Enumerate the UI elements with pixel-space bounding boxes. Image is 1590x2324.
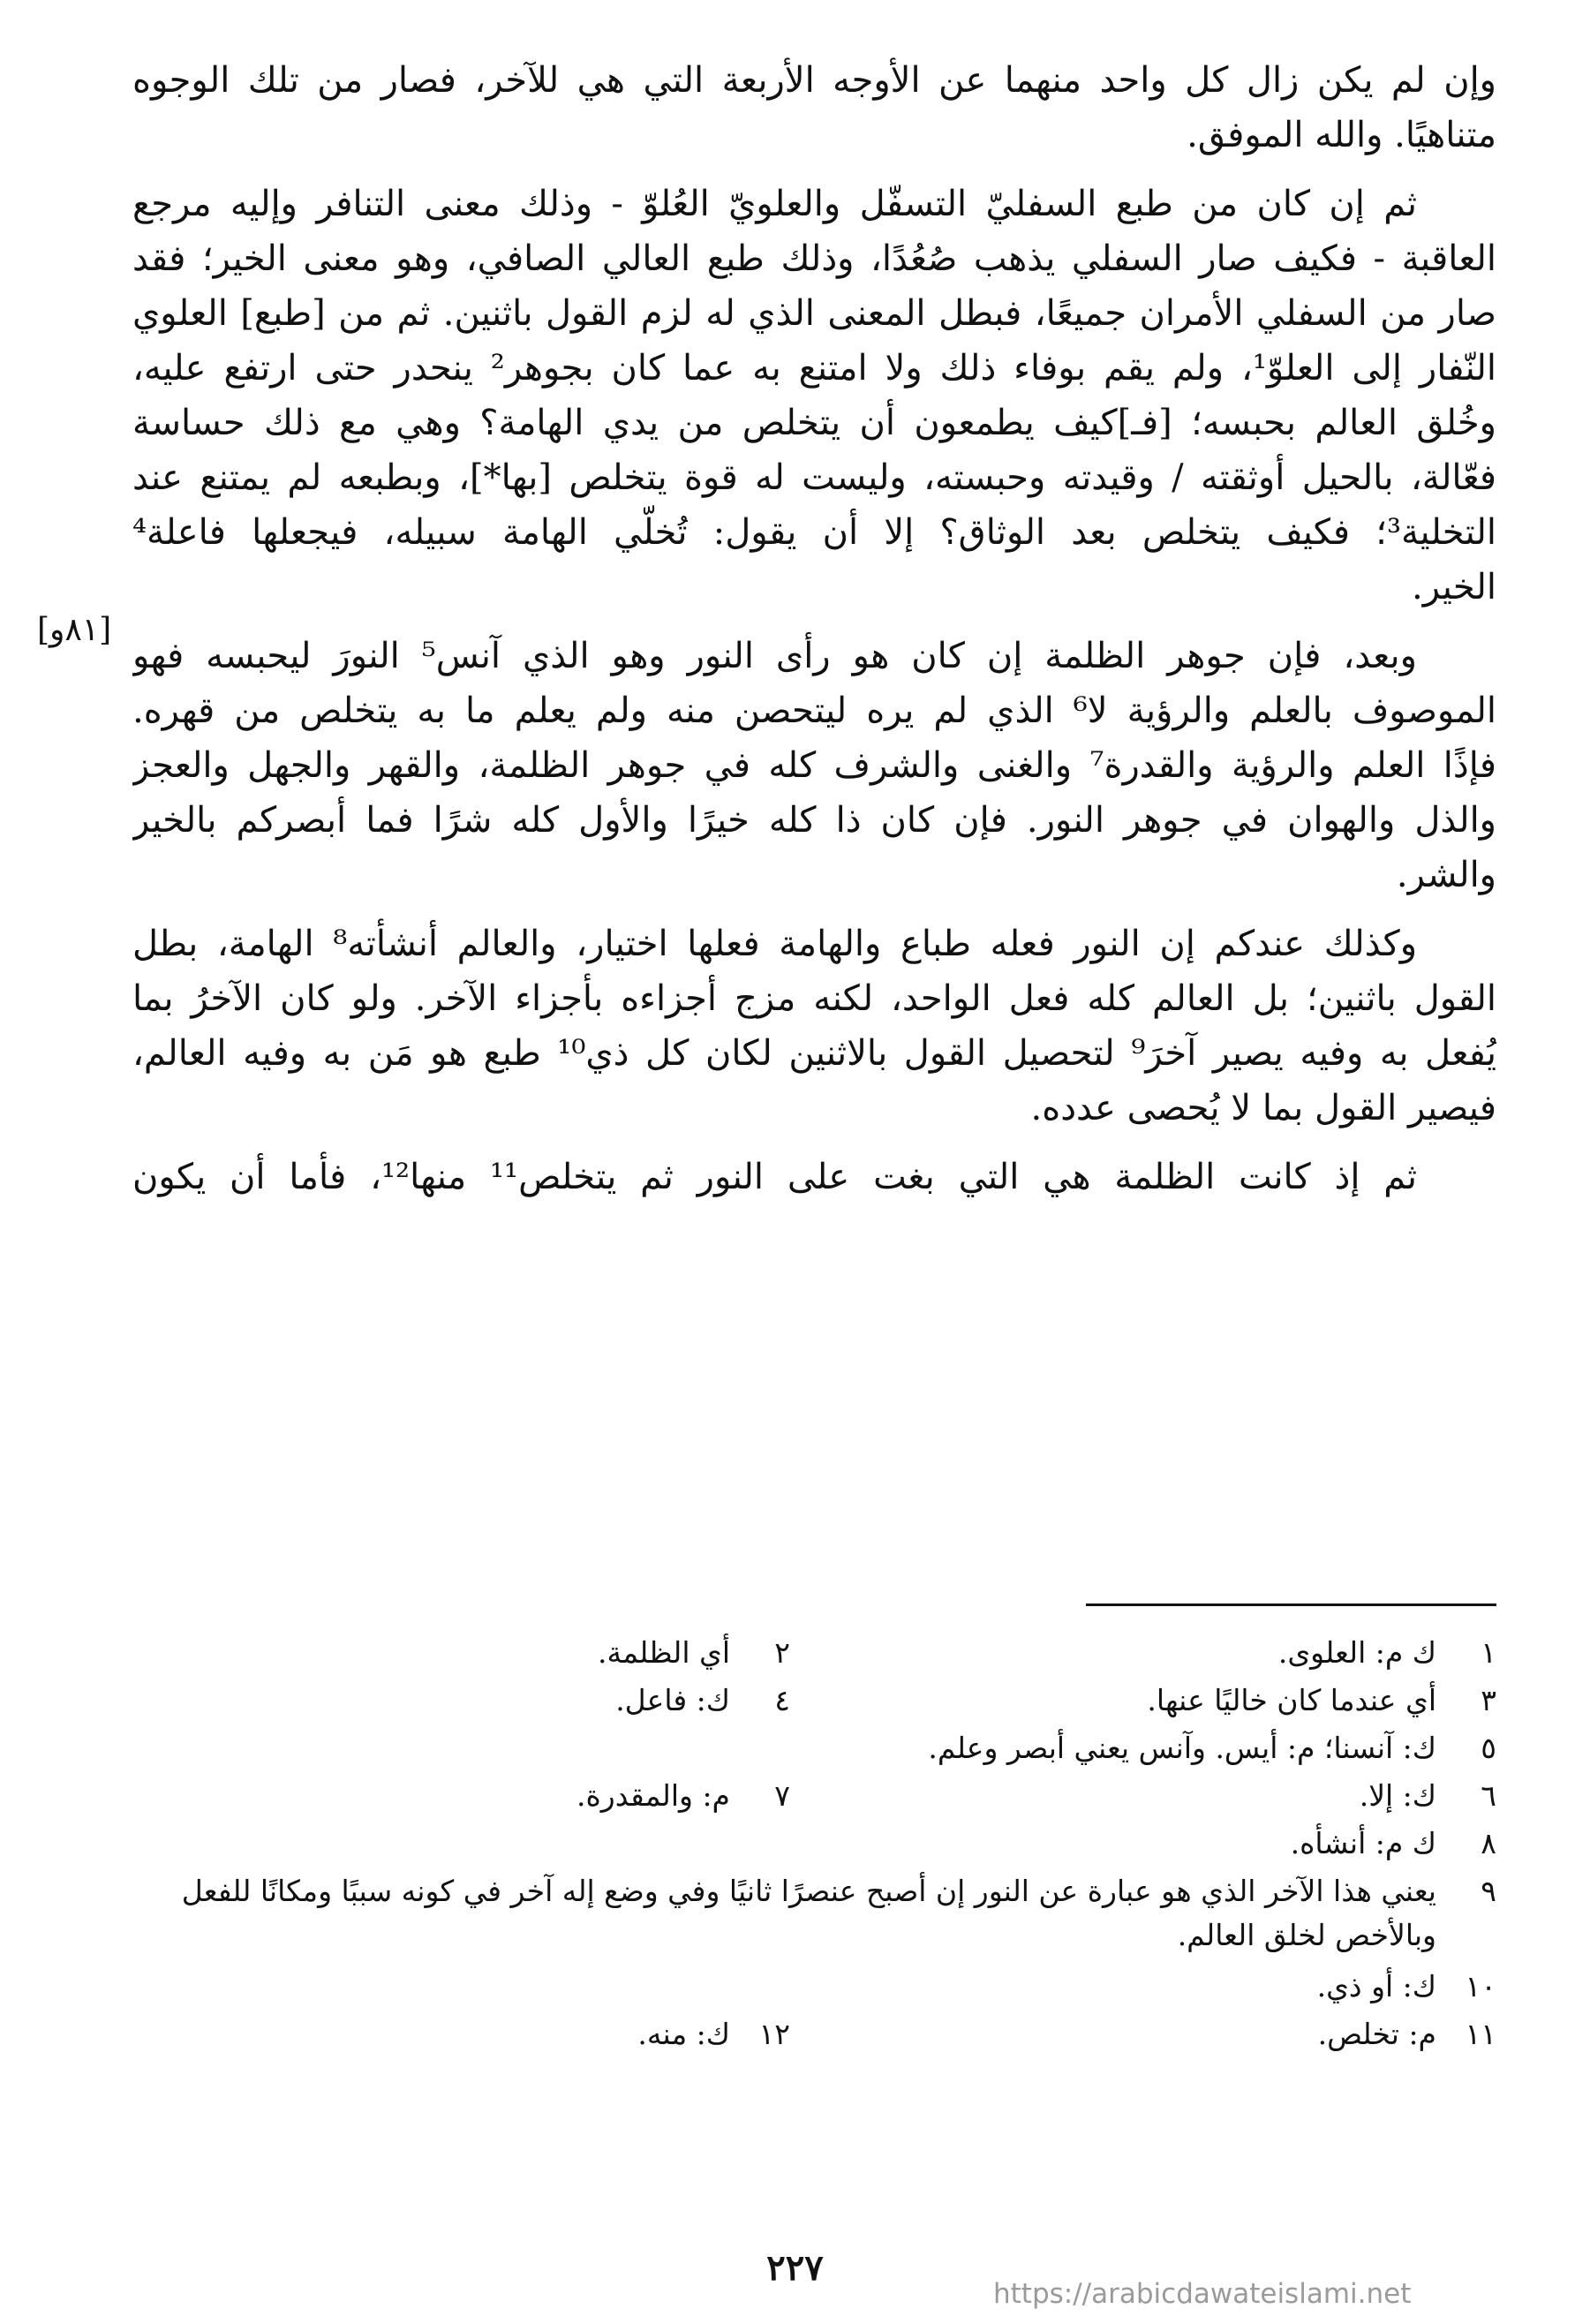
body-line: الموصوف بالعلم والرؤية لا⁶ الذي لم يره ليتحصن منه ولم يعلم ما به يتخلص من قهره. — [132, 690, 1496, 731]
footnote-number: ٩ — [1481, 1874, 1496, 1908]
footnote-text: ك: أو ذي. — [1316, 1969, 1436, 2003]
footnote-text: ك: إلا. — [1359, 1778, 1436, 1813]
body-line: وإن لم يكن زال كل واحد منهما عن الأوجه الأربعة التي هي للآخر، فصار من تلك الوجوه — [132, 60, 1496, 101]
footnote-text: أي الظلمة. — [598, 1635, 730, 1670]
footnote-row — [132, 1820, 1496, 1868]
body-line: يُفعل به وفيه يصير آخرَ⁹ لتحصيل القول بالاثنين لكان كل ذي¹⁰ طبع هو مَن به وفيه العالم، — [132, 1033, 1496, 1074]
watermark-url: https://arabicdawateislami.net — [993, 2278, 1412, 2310]
footnote-text: أي عندما كان خاليًا عنها. — [1147, 1683, 1436, 1717]
body-line: متناهيًا. والله الموفق. — [1187, 115, 1496, 155]
footnotes — [132, 1629, 1496, 2058]
body-line: الخير. — [1412, 567, 1496, 607]
footnote-text: م: تخلص. — [1317, 2017, 1436, 2051]
footnote-number: ٨ — [1481, 1826, 1496, 1860]
footnote-text: يعني هذا الآخر الذي هو عبارة عن النور إن أصبح عنصرًا ثانيًا وفي وضع إله آخر في كونه سببًا ومكانًا للفعل وبالأخص لخلق العالم. — [181, 1874, 1436, 1952]
footnote-text: ك: منه. — [637, 2017, 730, 2051]
footnote-row — [132, 1724, 1496, 1772]
footnote-number: ٢ — [774, 1635, 790, 1670]
paragraph-gap — [132, 162, 1496, 177]
footnote-row — [132, 1677, 1496, 1724]
body-line: فإذًا العلم والرؤية والقدرة⁷ والغنى والشرف كله في جوهر الظلمة، والقهر والجهل والعجز — [132, 745, 1496, 786]
footnote-row — [132, 1868, 1496, 1963]
footnote-row — [132, 1629, 1496, 1677]
footnote-number: ٧ — [774, 1778, 790, 1813]
body-line: وكذلك عندكم إن النور فعله طباع والهامة فعلها اختيار، والعالم أنشأته⁸ الهامة، بطل — [132, 924, 1418, 964]
footnote-text: ك: آنسنا؛ م: أيس. وآنس يعني أبصر وعلم. — [928, 1731, 1436, 1765]
footnote-separator — [1086, 1603, 1496, 1606]
body-line: فعّالة، بالحيل أوثقته / وقيدته وحبسته، وليست له قوة يتخلص [بها*]، وبطبعه لم يمتنع عند — [132, 457, 1496, 498]
footnote-row — [132, 2011, 1496, 2058]
body-line: القول باثنين؛ بل العالم كله فعل الواحد، لكنه مزج أجزاءه بأجزاء الآخر. ولو كان الآخرُ بما — [132, 978, 1496, 1019]
footnote-text: ك: فاعل. — [615, 1683, 730, 1717]
main-text — [132, 53, 1496, 1204]
footnote-row — [132, 1772, 1496, 1820]
page-number: ٢٢٧ — [766, 2247, 824, 2289]
footnote-number: ٦ — [1481, 1778, 1496, 1813]
body-line: والشر. — [1396, 855, 1496, 895]
paragraph-gap — [132, 1136, 1496, 1150]
body-line: صار من السفلي الأمران جميعًا، فبطل المعنى الذي له لزم القول باثنين. ثم من [طبع] العلوي — [132, 293, 1496, 334]
footnote-number: ١١ — [1465, 2017, 1496, 2051]
body-line: ثم إذ كانت الظلمة هي التي بغت على النور ثم يتخلص¹¹ منها¹²، فأما أن يكون — [132, 1157, 1417, 1197]
footnote-number: ١٠ — [1465, 1969, 1496, 2003]
footnote-number: ١ — [1481, 1635, 1496, 1670]
body-line: والذل والهوان في جوهر النور. فإن كان ذا كله خيرًا والأول كله شرًا فما أبصركم بالخير — [132, 800, 1496, 841]
body-line: وخُلق العالم بحبسه؛ [فـ]كيف يطمعون أن يتخلص من يدي الهامة؟ وهي مع ذلك حساسة — [132, 403, 1496, 443]
paragraph-gap — [132, 615, 1496, 629]
paragraph-gap — [132, 902, 1496, 917]
footnote-number: ٤ — [774, 1683, 790, 1717]
footnote-text: م: والمقدرة. — [576, 1778, 730, 1813]
body-line: التخلية³؛ فكيف يتخلص بعد الوثاق؟ إلا أن يقول: تُخلّي الهامة سبيله، فيجعلها فاعلة⁴ — [132, 512, 1496, 553]
body-line: فيصير القول بما لا يُحصى عدده. — [1030, 1088, 1496, 1128]
footnote-number: ٥ — [1481, 1731, 1496, 1765]
body-line: العاقبة - فكيف صار السفلي يذهب صُعُدًا، وذلك طبع العالي الصافي، وهو معنى الخير؛ فقد — [132, 238, 1496, 279]
body-line: النّفار إلى العلوّ¹، ولم يقم بوفاء ذلك ولا امتنع به عما كان بجوهر² ينحدر حتى ارتفع عليه، — [132, 348, 1496, 389]
footnote-text: ك م: أنشأه. — [1290, 1826, 1436, 1860]
footnote-number: ١٢ — [758, 2017, 790, 2051]
margin-folio-reference: [٨١و] — [37, 612, 112, 648]
body-line: ثم إن كان من طبع السفليّ التسفّل والعلويّ العُلوّ - وذلك معنى التنافر وإليه مرجع — [132, 184, 1417, 224]
footnote-text: ك م: العلوى. — [1277, 1635, 1436, 1670]
footnote-number: ٣ — [1481, 1683, 1496, 1717]
body-line: وبعد، فإن جوهر الظلمة إن كان هو رأى النور وهو الذي آنس⁵ النورَ ليحبسه فهو — [132, 636, 1418, 676]
footnote-row — [132, 1963, 1496, 2011]
